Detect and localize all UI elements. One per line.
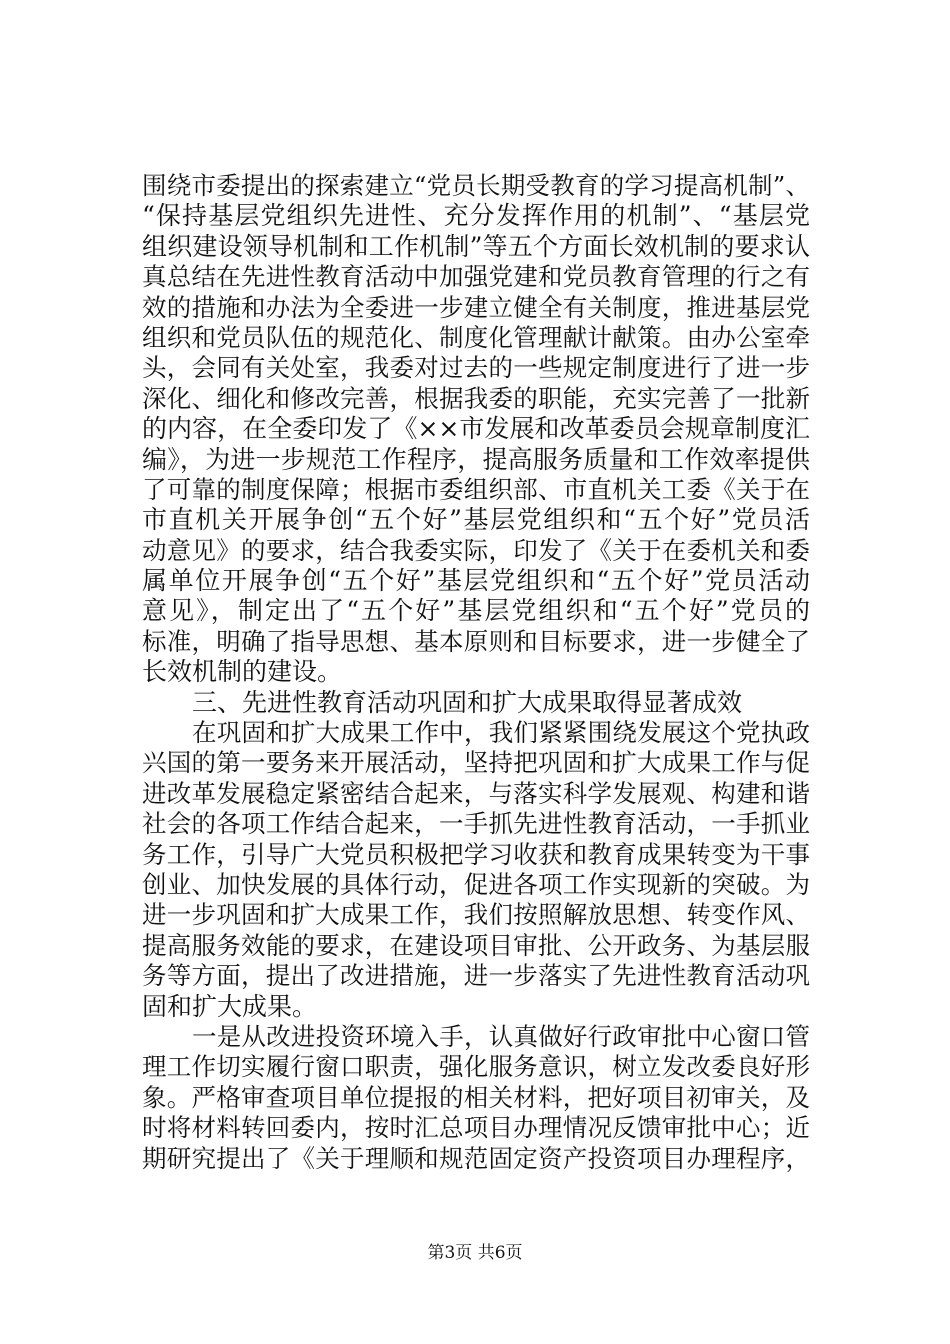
text-line: “保持基层党组织先进性、充分发挥作用的机制”、“基层党 [142,201,810,231]
text-line: 效的措施和办法为全委进一步建立健全有关制度，推进基层党 [142,292,810,322]
text-line: 标准，明确了指导思想、基本原则和目标要求，进一步健全了 [142,626,810,656]
text-line: 组织建设领导机制和工作机制”等五个方面长效机制的要求认 [142,231,810,261]
text-line: 固和扩大成果。 [142,991,318,1021]
text-line: 属单位开展争创“五个好”基层党组织和“五个好”党员活动 [142,566,810,596]
text-line: 期研究提出了《关于理顺和规范固定资产投资项目办理程序， [142,1143,810,1173]
text-line: 进一步巩固和扩大成果工作，我们按照解放思想、转变作风、 [142,900,810,930]
text-line: 市直机关开展争创“五个好”基层党组织和“五个好”党员活 [142,505,810,535]
section-heading: 三、先进性教育活动巩固和扩大成果取得显著成效 [192,687,743,717]
text-line: 进改革发展稳定紧密结合起来，与落实科学发展观、构建和谐 [142,778,810,808]
text-line: 真总结在先进性教育活动中加强党建和党员教育管理的行之有 [142,262,810,292]
text-line: 意见》，制定出了“五个好”基层党组织和“五个好”党员的 [142,596,810,626]
text-line: 提高服务效能的要求，在建设项目审批、公开政务、为基层服 [142,930,810,960]
text-line: 长效机制的建设。 [142,657,343,687]
text-line: 务工作，引导广大党员积极把学习收获和教育成果转变为干事 [142,839,810,869]
text-line: 了可靠的制度保障；根据市委组织部、市直机关工委《关于在 [142,474,810,504]
document-body [142,171,810,1174]
text-line: 围绕市委提出的探索建立“党员长期受教育的学习提高机制”、 [142,171,810,200]
text-line: 组织和党员队伍的规范化、制度化管理献计献策。由办公室牵 [142,322,810,352]
text-line: 务等方面，提出了改进措施，进一步落实了先进性教育活动巩 [142,961,810,991]
text-line: 一是从改进投资环境入手，认真做好行政审批中心窗口管 [192,1021,810,1051]
text-line: 兴国的第一要务来开展活动，坚持把巩固和扩大成果工作与促 [142,748,810,778]
text-line: 在巩固和扩大成果工作中，我们紧紧围绕发展这个党执政 [192,718,810,748]
text-line: 社会的各项工作结合起来，一手抓先进性教育活动，一手抓业 [142,809,810,839]
text-line: 编》，为进一步规范工作程序，提高服务质量和工作效率提供 [142,444,810,474]
text-line: 创业、加快发展的具体行动，促进各项工作实现新的突破。为 [142,869,810,899]
page-footer: 第3页 共6页 [427,1243,523,1263]
text-line: 象。严格审查项目单位提报的相关材料，把好项目初审关，及 [142,1082,810,1112]
text-line: 理工作切实履行窗口职责，强化服务意识，树立发改委良好形 [142,1052,810,1082]
text-line: 的内容，在全委印发了《××市发展和改革委员会规章制度汇 [142,414,810,444]
text-line: 头，会同有关处室，我委对过去的一些规定制度进行了进一步 [142,353,810,383]
text-line: 深化、细化和修改完善，根据我委的职能，充实完善了一批新 [142,383,810,413]
text-line: 时将材料转回委内，按时汇总项目办理情况反馈审批中心；近 [142,1113,810,1143]
text-line: 动意见》的要求，结合我委实际，印发了《关于在委机关和委 [142,535,810,565]
